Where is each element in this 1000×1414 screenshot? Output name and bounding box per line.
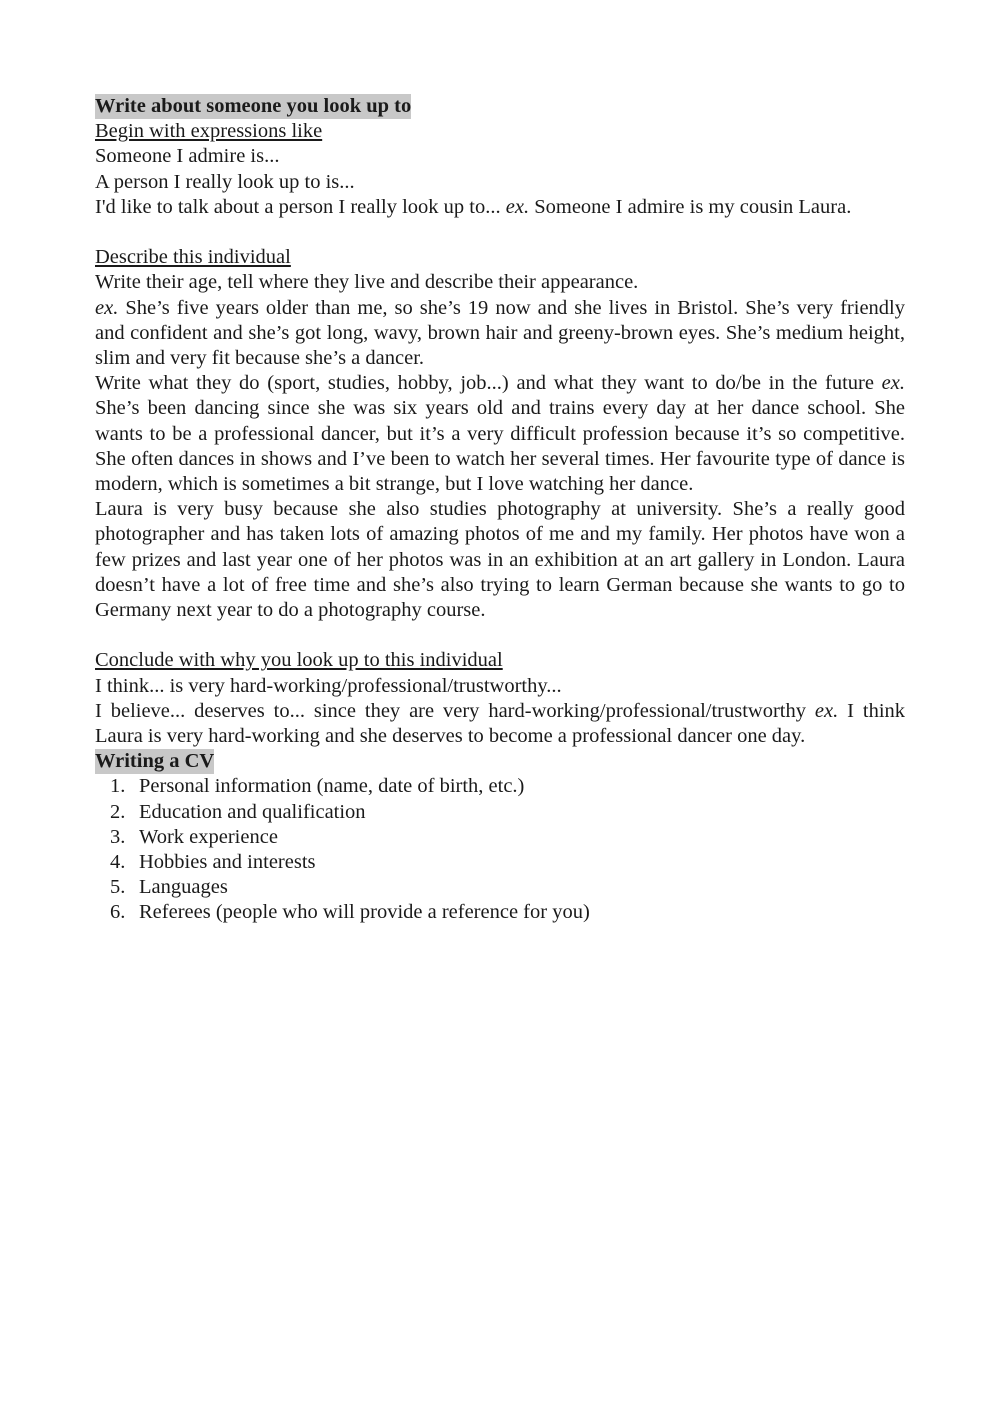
describe-example-text: She’s five years older than me, so she’s 19 now and she lives in Bristol. She’s very friendly and confident and she’s got long, wavy, brown hair and greeny-brown eyes. She’s medium height, slim and very fit because she’s a dancer. — [95, 296, 905, 370]
section-heading-look-up-to: Write about someone you look up to — [95, 95, 412, 117]
list-number: 6. — [110, 901, 126, 924]
list-item — [110, 900, 905, 925]
list-item-text: Personal information (name, date of birth, etc.) — [139, 775, 525, 798]
conclude-2-example: I think Laura is very hard-working and she deserves to become a professional dancer one day. — [95, 699, 906, 748]
ex-marker: ex. — [95, 296, 119, 319]
describe-instruction: Write their age, tell where they live and describe their appearance. — [95, 271, 639, 294]
expression-2: A person I really look up to is... — [95, 170, 355, 193]
list-item — [110, 850, 905, 875]
what-paragraph — [95, 371, 905, 497]
conclude-expression-2 — [95, 699, 905, 749]
list-number: 3. — [110, 825, 126, 848]
conclude-2-text: I believe... deserves to... since they are very hard-working/professional/trustworthy — [95, 699, 807, 722]
laura-paragraph: Laura is very busy because she also studies photography at university. She’s a really good photographer and has taken lots of amazing photos of me and my family. Her photos have won a few prizes and last year one of her photos was in an exhibition at an art gallery in London. Laura doesn’t have a lot of free time and she’s also trying to learn German because she wants to go to Germany next year to do a photography course. — [95, 498, 905, 622]
list-item-text: Hobbies and interests — [139, 851, 316, 874]
list-item-text: Education and qualification — [139, 800, 366, 823]
list-item-text: Languages — [139, 876, 228, 899]
what-example-text: She’s been dancing since she was six years old and trains every day at her dance school. She wants to be a professional dancer, but it’s a very difficult profession because it’s so competitive. She often dances in shows and I’ve been to watch her several times. Her favourite type of dance is modern, which is sometimes a bit strange, but I love watching her dance. — [95, 397, 905, 496]
expression-3 — [95, 195, 905, 220]
list-number: 5. — [110, 876, 126, 899]
conclude-label: Conclude with why you look up to this individual — [95, 649, 503, 672]
what-instruction: Write what they do (sport, studies, hobby, job...) and what they want to do/be in the future — [95, 372, 874, 395]
describe-example-paragraph — [95, 296, 905, 372]
list-number: 2. — [110, 800, 126, 823]
expression-3-text: I'd like to talk about a person I really look up to... — [95, 195, 501, 218]
document-page — [95, 94, 905, 926]
list-item — [110, 774, 905, 799]
expression-1: Someone I admire is... — [95, 145, 280, 168]
list-item — [110, 825, 905, 850]
list-item-text: Work experience — [139, 825, 278, 848]
ex-marker: ex. — [814, 699, 839, 722]
expression-3-example: Someone I admire is my cousin Laura. — [534, 195, 852, 218]
describe-label: Describe this individual — [95, 246, 291, 269]
blank-line — [95, 623, 905, 648]
ex-marker: ex. — [505, 195, 530, 218]
begin-label: Begin with expressions like — [95, 120, 323, 143]
list-item — [110, 800, 905, 825]
blank-line — [95, 220, 905, 245]
list-item-text: Referees (people who will provide a reference for you) — [139, 901, 590, 924]
ex-marker: ex. — [881, 372, 905, 395]
conclude-expression-1: I think... is very hard-working/professional/trustworthy... — [95, 674, 562, 697]
section-heading-cv: Writing a CV — [95, 750, 215, 773]
list-number: 4. — [110, 851, 126, 874]
list-item — [110, 875, 905, 900]
list-number: 1. — [110, 775, 126, 798]
cv-list — [95, 774, 905, 925]
